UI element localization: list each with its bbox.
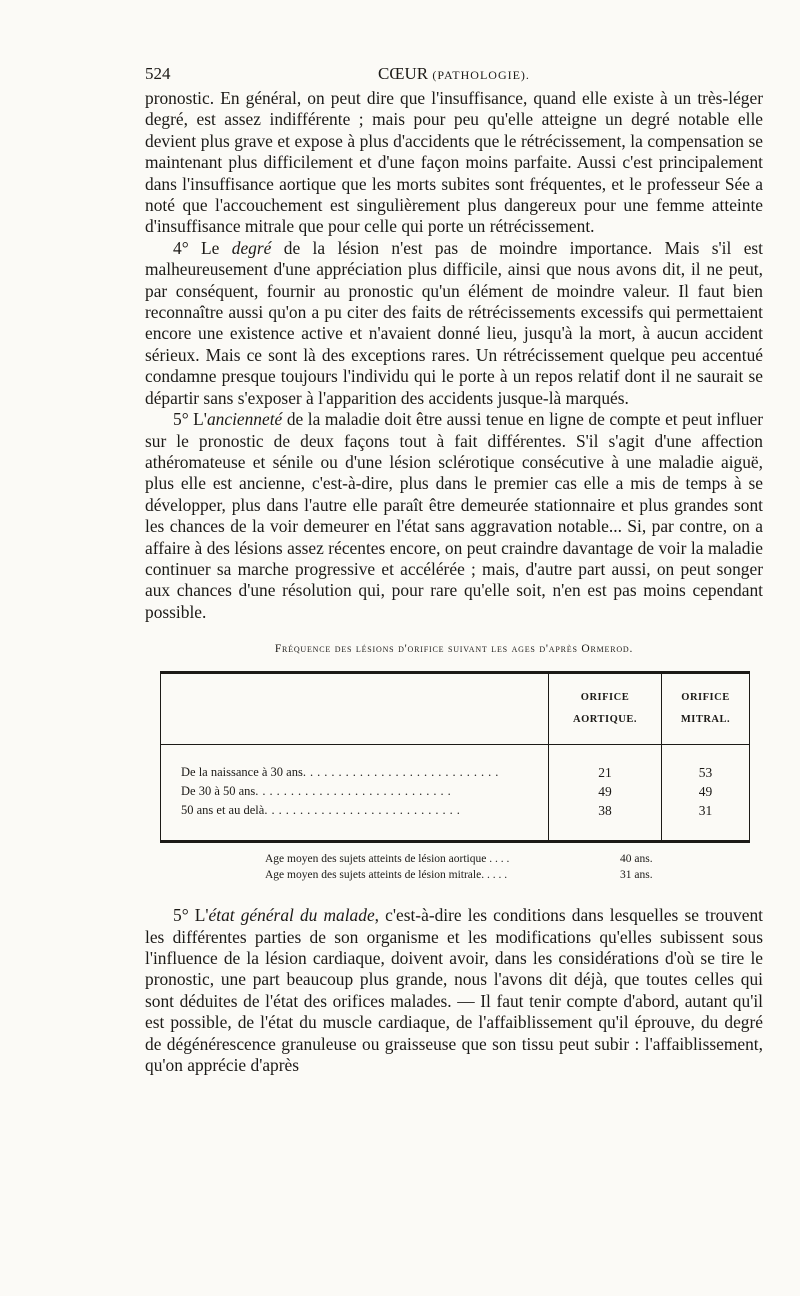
row-mitral-value: 31 <box>662 801 750 820</box>
table-header-aortic <box>549 674 662 745</box>
table-header-blank <box>161 674 549 745</box>
average-mitral-value: 31 ans. <box>620 869 653 882</box>
average-row-aortic <box>265 851 763 867</box>
header-aortic-line2: AORTIQUE. <box>573 714 637 726</box>
leader-dots: ............................ <box>264 803 464 818</box>
average-aortic-label: Age moyen des sujets atteints de lésion aortique . . . . <box>265 853 510 866</box>
row-label: De 30 à 50 ans <box>181 784 256 799</box>
row-label: De la naissance à 30 ans <box>181 765 303 780</box>
paragraph-etat-general-lead: 5° L' <box>173 905 209 926</box>
row-mitral-value: 49 <box>662 782 750 801</box>
paragraph-etat-general-emphasis: état général du malade <box>208 905 375 926</box>
paragraph-degre <box>145 238 763 409</box>
paragraph-degre-lead: 4° Le <box>173 237 232 258</box>
table-row <box>161 801 749 820</box>
row-aortic-value: 38 <box>549 801 662 820</box>
row-aortic-value: 49 <box>549 782 662 801</box>
paragraph-degre-emphasis: degré <box>231 237 272 258</box>
average-ages <box>265 851 763 883</box>
paragraph-pronostic: pronostic. En général, on peut dire que l'insuffisance, quand elle existe à un très-léger degré, est assez indifférente ; mais pour peu qu'elle atteigne un degré notable elle devient plus grave et expose à plus d'accidents que le rétrécissement, la compensation se maintenant plus difficilement et d'une façon moins parfaite. Aussi c'est principalement dans l'insuffisance aortique que les morts subites sont fréquentes, et le professeur Sée a noté que l'accouchement est singulièrement plus dangereux pour une femme atteinte d'insuffisance mitrale que pour celle qui porte un rétrécissement. <box>145 88 763 237</box>
leader-dots: ............................ <box>302 765 503 780</box>
leader-dots: ............................ <box>255 784 455 799</box>
row-aortic-value: 21 <box>549 763 662 782</box>
paragraph-anciennete-emphasis: ancienneté <box>206 409 283 430</box>
paragraph-anciennete-lead: 5° L' <box>173 409 207 430</box>
paragraph-etat-general <box>145 905 763 1076</box>
running-title-main: CŒUR <box>378 64 429 83</box>
header-mitral-line1: ORIFICE <box>681 692 730 704</box>
average-mitral-label: Age moyen des sujets atteints de lésion mitrale. . . . . <box>265 869 508 882</box>
paragraph-anciennete-text: de la maladie doit être aussi tenue en ligne de compte et peut influer sur le pronostic de deux façons tout à fait différentes. S'il s'agit d'une affection athéromateuse et sénile ou d'une lésion sclérotique consécutive à une maladie aiguë, plus elle est ancienne, c'est-à-dire, plus dans le premier cas elle a mis de temps à se développer, plus dans l'autre elle paraît être demeurée stationnaire et plus grandes sont les chances de la voir demeurer en l'état sans aggravation notable... Si, par contre, on a affaire à des lésions assez récentes encore, on peut craindre davantage de voir la maladie continuer sa marche progressive et accélérée ; mais, d'autre part aussi, on peut songer aux chances d'une résolution qui, pour rare qu'elle soit, n'en est pas moins cependant possible. <box>145 409 763 622</box>
running-title <box>145 64 763 84</box>
header-aortic-line1: ORIFICE <box>580 692 630 704</box>
frequency-table <box>160 671 750 843</box>
average-aortic-value: 40 ans. <box>620 853 653 866</box>
page-number: 524 <box>145 64 171 83</box>
running-head <box>145 60 763 88</box>
paragraph-degre-text: de la lésion n'est pas de moindre importance. Mais s'il est malheureusement d'une appréciation plus difficile, ainsi que nous avons dit, il ne peut, par conséquent, fournir au pronostic qu'un élément de moindre valeur. Il faut bien reconnaître aussi qu'on a pu citer des faits de rétrécissements excessifs qui permettaient encore une existence active et n'avaient donné lieu, jusqu'à la mort, à aucun accident sérieux. Mais ce sont là des exceptions rares. Un rétrécissement quelque peu accentué condamne presque toujours l'individu qui le porte à un repos relatif dont il ne saurait se départir sans s'exposer à l'apparition des accidents jusque-là marqués. <box>145 237 764 408</box>
paragraph-anciennete <box>145 409 763 623</box>
paragraph-etat-general-text: , c'est-à-dire les conditions dans lesquelles se trouvent les différentes parties de son organisme et les modifications qu'elles subissent sous l'influence de la lésion cardiaque, doivent avoir, dans les considérations d'où se tire le pronostic, une part beaucoup plus grande, nous l'avons dit déjà, que toutes celles qui sont déduites de l'état des orifices malades. — Il faut tenir compte d'abord, autant qu'il est possible, de l'état du muscle cardiaque, de l'affaiblissement qu'il éprouve, du degré de dégénérescence granuleuse ou graisseuse que son tissu peut subir : l'affaiblissement, qu'on apprécie d'après <box>145 905 763 1075</box>
row-label: 50 ans et au delà <box>181 803 265 818</box>
average-row-mitral <box>265 867 763 883</box>
running-title-sub: (PATHOLOGIE). <box>432 68 530 82</box>
table-header-mitral <box>662 674 750 745</box>
header-mitral-line2: MITRAL. <box>680 714 731 726</box>
table-row <box>161 763 749 782</box>
table-row <box>161 782 749 801</box>
table-caption: Fréquence des lésions d'orifice suivant les ages d'après Ormerod. <box>274 643 634 656</box>
row-mitral-value: 53 <box>662 763 750 782</box>
page <box>145 60 763 1076</box>
